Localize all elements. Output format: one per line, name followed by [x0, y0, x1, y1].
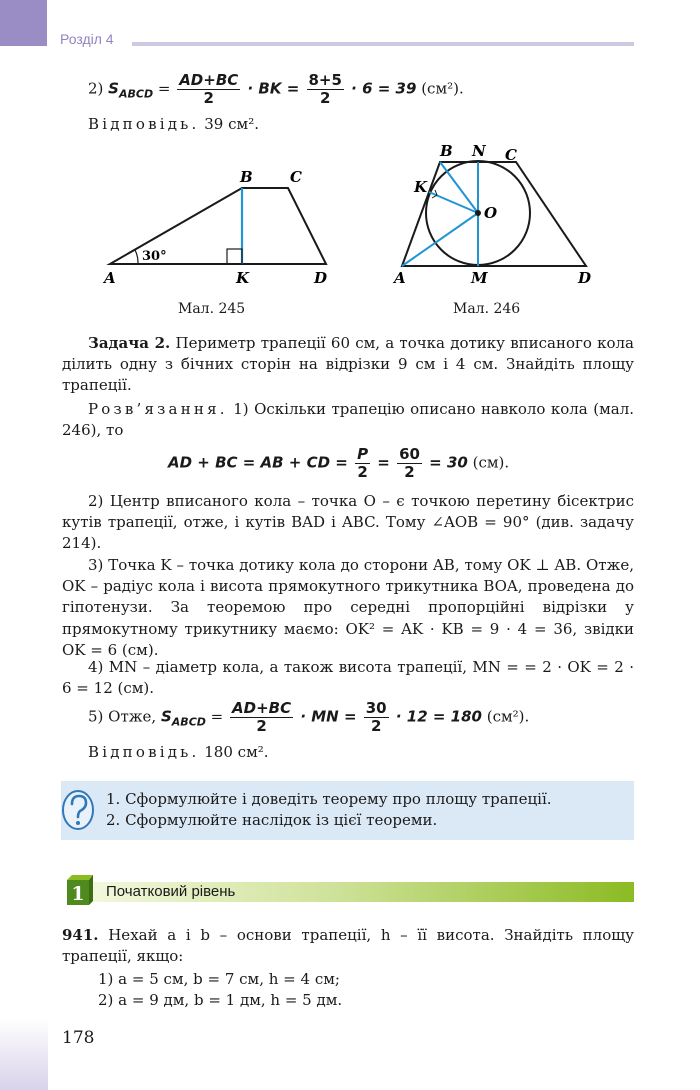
question-1: 1. Сформулюйте і доведіть теорему про площу трапеції. — [106, 790, 552, 808]
prev-step-2: 2) $S_{ABCD}$ = $\frac{AD+BC}{2}$ · BK = $\frac{8+5}{2}$ · 6 = 39 (см²). — [88, 71, 464, 107]
exercise-941-item-2: 2) a = 9 дм, b = 1 дм, h = 5 дм. — [98, 991, 343, 1009]
solution-step-2: 2) Центр вписаного кола – точка O – є точкою перетину бісектрис кутів трапеції, отже, і кутів BAD і ABC. Тому ∠AOB = 90° (див. задачу 214). — [62, 492, 634, 553]
label-o: O — [484, 204, 498, 222]
center-o — [475, 210, 481, 216]
page-strip — [0, 1018, 48, 1090]
exercise-941-item-1: 1) a = 5 см, b = 7 см, h = 4 см; — [98, 970, 340, 988]
solution-step-5: 5) Отже, $S_{ABCD}$ = $\frac{AD+BC}{2}$ · MN = $\frac{30}{2}$ · 12 = 180 (см²). — [88, 699, 530, 735]
caption-246: Мал. 246 — [453, 301, 521, 317]
label-d: D — [314, 269, 328, 287]
question-2: 2. Сформулюйте наслідок із цієї теореми. — [106, 811, 438, 829]
figure-246 — [392, 138, 602, 298]
label-d: D — [578, 269, 592, 287]
section-title: Розділ 4 — [60, 31, 114, 47]
right-angle-mark — [227, 249, 242, 264]
label-k: K — [414, 178, 428, 196]
label-c: C — [505, 146, 517, 164]
solution-step-4: 4) MN – діаметр кола, а також висота трапеції, MN = = 2 · OK = 2 · 6 = 12 (см). — [62, 658, 634, 698]
label-n: N — [472, 142, 486, 160]
label-m: M — [471, 269, 488, 287]
label-a: A — [394, 269, 406, 287]
exercise-941: 941. Нехай a і b – основи трапеції, h – її висота. Знайдіть площу трапеції, якщо: — [62, 926, 634, 966]
caption-245: Мал. 245 — [178, 301, 246, 317]
label-b: B — [440, 142, 453, 160]
label-b: B — [240, 168, 253, 186]
svg-text:1: 1 — [71, 883, 85, 905]
answer-2: Відповідь. 180 см². — [88, 743, 269, 761]
formula-perimeter: AD + BC = AB + CD = $\frac{P}{2}$ = $\frac{60}{2}$ = 30 (см). — [168, 445, 510, 481]
level-label: Початковий рівень — [106, 883, 236, 900]
bisector-ao — [402, 213, 478, 266]
corner-tab — [0, 0, 47, 46]
label-c: C — [290, 168, 302, 186]
label-angle: 30° — [142, 249, 167, 264]
question-icon — [61, 788, 97, 834]
solution-step-3: 3) Точка K – точка дотику кола до сторони AB, тому OK ⊥ AB. Отже, OK – радіус кола і висота прямокутного трикутника BOA, проведена до гіпотенузи. За теоремою про середні пропорційні відрізки у прямокутному трикутнику маємо: OK² = AK · KB = 9 · 4 = 36, звідки OK = 6 (см). — [62, 556, 634, 659]
header-rule — [132, 42, 634, 46]
task-2: Задача 2. Периметр трапеції 60 см, а точка дотику вписаного кола ділить одну з бічних сторін на відрізки 9 см і 4 см. Знайдіть площу трапеції. — [62, 334, 634, 395]
label-k: K — [236, 269, 250, 287]
solution-intro: Розв’язання. 1) Оскільки трапецію описано навколо кола (мал. 246), то — [62, 400, 634, 440]
angle-arc — [135, 250, 138, 264]
level-cube-icon — [63, 874, 93, 907]
figure-245 — [100, 162, 340, 292]
answer-1: Відповідь. 39 см². — [88, 115, 259, 133]
page-number: 178 — [62, 1028, 95, 1048]
label-a: A — [104, 269, 116, 287]
